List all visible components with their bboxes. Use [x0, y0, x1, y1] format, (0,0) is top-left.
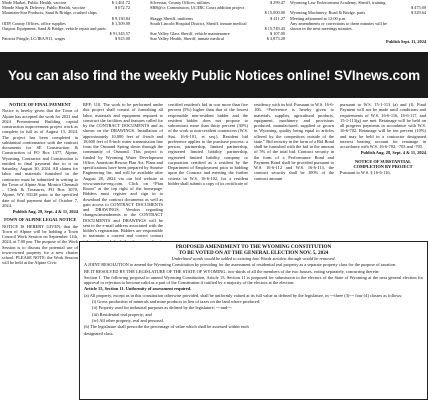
top-col2-row-amount: $ 411.27 — [270, 15, 285, 21]
top-col3-row-label: Wyoming Law Enforcement Academy, Sheriff, training — [290, 0, 386, 5]
top-col1-row-amount: $ 672.72 — [114, 5, 130, 11]
top-col2-row-amount: $ 299.47 — [269, 0, 285, 5]
top-col3-row-amount: $ 475.00 — [410, 5, 426, 11]
top-col1-row-label: Outpost Equipment, Sand & Bridge, vehicle repair and parts — [2, 26, 106, 32]
amendment-p1: A JOINT RESOLUTION to amend the Wyoming Constitution by providing for the assessment of residential real property as a separate property class for the purpose of taxation. — [84, 262, 397, 268]
top-col1-row-amount: $ 1,461.72 — [111, 0, 130, 5]
top-col2-row-amount: $ 15,000.00 — [264, 10, 285, 16]
town-alpine-legal-heading: TOWN OF ALPINE LEGAL NOTICE — [3, 217, 77, 223]
top-col2-row-label: SBR@cc Commission, UC/IRC Court addition project — [150, 5, 245, 11]
notice-column-4 — [254, 102, 334, 182]
amendment-p9: (iv) All other property, real and personal. — [92, 317, 164, 323]
amendment-p10: (b) The legislature shall prescribe the percentage of value which shall be assessed within each — [84, 324, 249, 330]
amendment-title-2: TO BE VOTED ON AT THE GENERAL ELECTION NOV. 5, 2024 — [178, 250, 329, 256]
top-col1-row-amount: $ 91,345.57 — [109, 31, 130, 37]
top-col3-row-label: Wyoming Machinery, Road & Bridge, parts — [290, 10, 366, 16]
top-col2-row-label: Silverstar, County Offices, utilities — [150, 0, 210, 5]
top-col2-row-label: Star Valley Glass Sheriff, vehicle maintenance — [150, 31, 230, 37]
notice-column-3 — [168, 102, 248, 187]
top-col1-row-amount: $ 925.00 — [114, 36, 130, 42]
bid-security-text: residency with its bid. Pursuant to W.S. 16-6-106, “Preference is hereby given to materials, supplies, agricultural products, equipment, machinery and provisions produced, manufactured, supplied or grown in Wyoming, quality being equal to articles offered by the competitors outside of the state.” Bid security in the form of a Bid Bond shall be furnished with the bid in the amount of 5% of the total bid. Contract security in the form of a Performance Bond and Payment Bond shall be provided pursuant to W.S. 16-6-112 and W.S. 16-6-113, the contract security shall be 100% of the contract amount — [254, 102, 334, 181]
amendment-p3: Section 1. The following proposal to amend Wyoming Constitution, Article 15, Section 11 is proposed for submission to the electors of the State of Wyoming at the next general election for approval or rejection to become valid as a part of the Constitution if ratified by a majority of the electors at the election: — [84, 274, 423, 286]
column-5-publish: Publish Aug. 28, Sept. 4 & 11, 2024 — [360, 150, 426, 156]
amendment-p6: (i) Gross production of minerals and mine products in lieu of taxes on the land where produced; — [92, 299, 261, 305]
amendment-p2: BE IT RESOLVED BY THE LEGISLATURE OF THE STATE OF WYOMING, two-thirds of all the members of the two houses, voting separately, concurring therein: — [84, 268, 380, 274]
substantial-completion-text: Pursuant to W.S. § 16-6-116, — [340, 170, 391, 175]
amendment-subtitle: Underlined words would be added to existing law. Words stricken through would be removed. — [171, 256, 336, 261]
notice-final-payment-publish: Publish Aug. 28, Sept. 4 & 11, 2024 — [12, 209, 78, 214]
public-notices-banner[interactable] — [0, 52, 428, 98]
top-col2-row-amount: $ 15,749.43 — [264, 26, 285, 32]
resident-preference-text: certified resident's bid in cost more than five percent (5%) higher than that of the lowest responsible non-resident bidder and the resident bidder does not propose to subcontract more than thirty percent (30%) of the work to non-resident contractors (W.S. Stat. 16-6-101, et seq.). Resident bid preference applies to the purchase process: a person, partnership, limited partnership, registered limited liability partnership, registered limited liability company or corporation certified as a resident by the Department of Employment prior to bidding upon the Contract and meeting the further criteria in W.S. 16-6-102, for a resident bidder shall submit a copy of its certificate of — [168, 102, 248, 186]
top-col2-row-label: Skaggs Sheriff, uniforms — [150, 15, 194, 21]
top-col3-row — [290, 26, 426, 31]
top-column-2 — [150, 0, 285, 42]
top-col1-row — [2, 36, 130, 41]
notice-final-payment-text: Notice is hereby given that the Town of Alpine has accepted the work for 2021 and 2024 Pretreatment Building capital construction improvement project work as complete in full as of August 13, 2024. The project has been completed in substantial conformance with the contract documents for SE Construction & Construction of PO Box 1377, Alpine, Wyoming. Contractor and Construction is entitled to final payment due to it on Saturday, August 30, 2024. All claims for labor and materials furnished in the contractor must be submitted in writing to the Town of Alpine Attn: Monica Chenault – Clerk & Treasurer, PO Box 3070, Alpine, WY, 83128 prior to the specified date of final payment date of October 7, 2024. — [2, 108, 78, 208]
proposed-amendment-box — [79, 241, 428, 400]
notice-final-payment-heading: NOTICE OF FINAL PAYMENT — [9, 102, 71, 107]
top-col1-row-label: ODP, County Offices, office supplies — [2, 20, 66, 26]
amendment-p8: (iii) Residential real property; and — [92, 311, 152, 317]
substantial-completion-heading: NOTICE OF SUBSTANTIAL COMPLETION BY PROJECT — [353, 158, 413, 169]
top-col1-row-amount: $ 9,130.84 — [111, 15, 130, 21]
top-column-1 — [2, 0, 130, 42]
top-col1-row-label: Patricia Pringle, LC/IRA/911, wages — [2, 36, 66, 42]
amendment-p11: designated class. — [84, 330, 114, 336]
banner-text: You can also find the weekly Public Notices online! SVInews.com — [7, 67, 421, 83]
top-col1-row-label: Mode Market, Public Health, vaccine — [2, 0, 67, 5]
top-col3-row-label: Any amendments or corrections to these minutes will be — [290, 20, 387, 26]
amendment-p5: (a) All property, except as in this constitution otherwise provided, shall be uniformly valued at its full value as defined by the legislature, in ~~three (3)~~ four (4) classes as follows: — [84, 292, 403, 298]
top-col2-row-amount: $ 107.00 — [269, 31, 285, 37]
notice-column-1 — [2, 102, 78, 267]
final-payment-conditions-text: pursuant to W.S. 15-1-113 (a) and (f). Final Payment will not be made until conditions and requirements of W.S. 16-6-116, 16-6-117, and 15-1-113(g) are met. Retainage will be held on all progress payments in accordance with W.S. 16-6-702. Retainage will be ten percent (10%) and may be held in a contractor designated interest bearing account for retainage in accordance with W.S. 16-6-702, -703 and -705. — [340, 102, 426, 149]
top-col1-row-label: Monde Shop & Delivery, Public Health, vaccine — [2, 5, 86, 11]
top-col2-row-label: South Lincoln Hospital District, Sheriff, inmate medical — [150, 20, 247, 26]
top-col1-row-amount: $ 1,309.00 — [111, 20, 130, 26]
top-col3-row-amount: $ 329.64 — [410, 10, 426, 16]
top-minutes-section — [0, 0, 428, 48]
osmond-project-text: RFP: 110. The work to be performed under this project shall consist of furnishing all labor, materials and equipment required to construct the facilities and features called for by the CONTRACT DOCUMENTS and as shown on the DRAWINGS. Installation of approximately 10,000 feet of 4-inch and 18,600 feet of 8-inch water transmission line from the Osmond Spring down through the community of Osmond. This project is funded by Wyoming Water Development Office, American Rescue Plan Act. Plans and specifications have been prepared by Sunrise Engineering Inc. and will be available after August 28, 2024 via our bid website at www.sunrise-eng.com. Click on “Plan Room” at the top right of the homepage. Bidders must register and sign in to download the contract documents as well as gain access to CONTRACT DOCUMENTS and DRAWINGS. Vendors regarding changes/amendments to the CONTRACT DOCUMENTS and DRAWINGS will be sent to the e-mail address associated with the bidder's registration. Bidders are responsible to maintain a current and correct contact — [83, 102, 163, 239]
top-column-3 — [290, 0, 426, 44]
notice-column-2 — [83, 102, 163, 261]
town-alpine-legal-text: NOTICE IS HEREBY GIVEN, that the Town of Alpine will be holding a Town Council Work Session on September 11th, 2024, at 7:00 pm. The purpose of the Work Session is to discuss the potential use of town-owned property for a new charter school. PLEASE NOTE: the Work Session will be held at the Alpine Civic — [2, 223, 78, 266]
top-col3-row-label: shown in the next meetings minutes. — [290, 26, 353, 32]
top-col3-row-label: Meeting adjourned at 12:00 p.m. — [290, 15, 347, 21]
amendment-title: PROPOSED AMENDMENT TO THE WYOMING CONSTITUTION — [175, 244, 332, 250]
top-col2-row-label: Star Valley Health, Sheriff, inmate medical — [150, 36, 224, 42]
notice-column-5 — [340, 102, 426, 176]
top-col1-row-label: Mountain-Star Products, Sand & Bridge, crushed chips — [2, 10, 97, 16]
top-col2-row-amount: $ 3,873.28 — [266, 36, 285, 42]
amendment-p7: (ii) Property used for industrial purposes as defined by the legislature; ~~and~~ — [92, 305, 232, 311]
amendment-p4: Article 15, Section 11. Uniformity of assessment required. — [84, 286, 192, 292]
top-column-3-publish-line: Publish Sept. 11, 2024 — [386, 39, 426, 45]
top-col2-row — [150, 36, 285, 41]
